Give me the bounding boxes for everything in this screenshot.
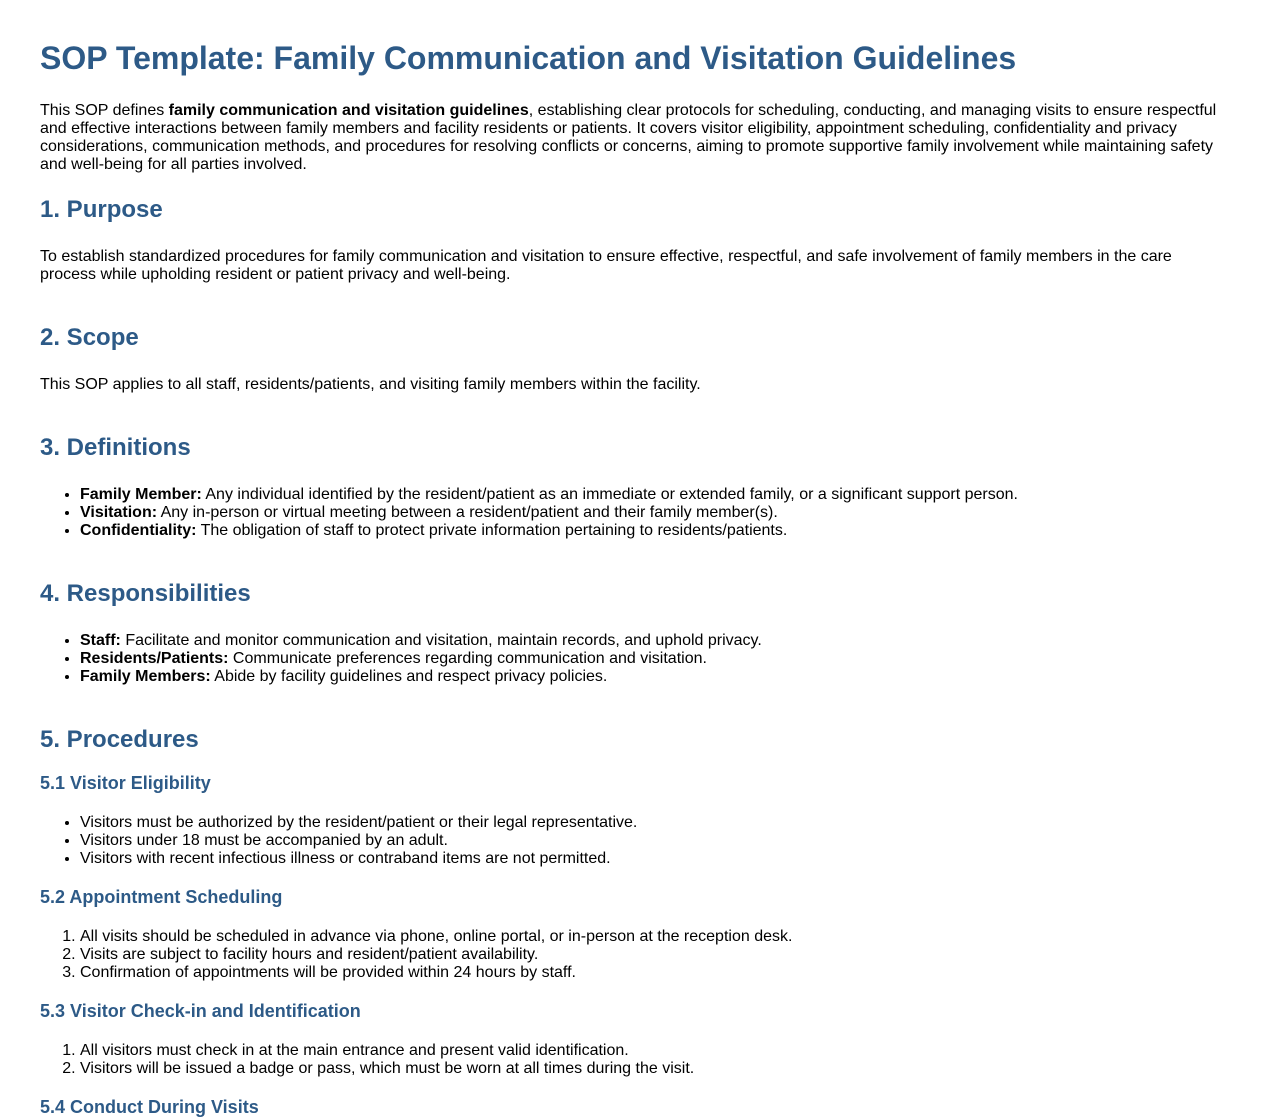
definition-term: Visitation: bbox=[80, 504, 158, 521]
definition-visitation bbox=[80, 504, 1223, 522]
purpose-text: To establish standardized procedures for family communication and visitation to ensure effective, respectful, and safe involvement of family members in the care process while upholding resident or patient privacy and well-being. bbox=[40, 248, 1172, 283]
definitions-list bbox=[40, 486, 1223, 540]
list-item: • Visitors under 18 must be accompanied by an adult. bbox=[80, 832, 1223, 850]
responsibility-role: Residents/Patients: bbox=[80, 650, 229, 667]
list-item: 3. Confirmation of appointments will be provided within 24 hours by staff. bbox=[80, 964, 1223, 982]
scope-text: This SOP applies to all staff, residents/patients, and visiting family members within the facility. bbox=[40, 376, 701, 393]
appointment-scheduling-heading: 5.2 Appointment Scheduling bbox=[40, 887, 283, 907]
definition-term: Confidentiality: bbox=[80, 522, 197, 539]
definition-family-member bbox=[80, 486, 1223, 504]
intro-paragraph bbox=[40, 102, 1223, 174]
check-in-list bbox=[40, 1042, 1223, 1078]
definition-confidentiality bbox=[80, 522, 1223, 540]
definition-text: The obligation of staff to protect private information pertaining to residents/patients. bbox=[196, 522, 788, 539]
check-in-heading: 5.3 Visitor Check-in and Identification bbox=[40, 1001, 361, 1021]
conduct-heading: 5.4 Conduct During Visits bbox=[40, 1097, 259, 1117]
visitor-eligibility-list bbox=[40, 814, 1223, 868]
responsibility-residents bbox=[80, 650, 1223, 668]
responsibility-text: Facilitate and monitor communication and visitation, maintain records, and uphold privacy. bbox=[120, 632, 762, 649]
procedures-heading: 5. Procedures bbox=[40, 726, 199, 753]
purpose-section bbox=[40, 196, 1223, 284]
responsibilities-list bbox=[40, 632, 1223, 686]
visitor-eligibility-subsection bbox=[40, 772, 1223, 868]
check-in-subsection bbox=[40, 1000, 1223, 1078]
scope-heading: 2. Scope bbox=[40, 324, 139, 351]
procedures-section bbox=[40, 726, 1223, 1118]
responsibilities-heading: 4. Responsibilities bbox=[40, 580, 251, 607]
responsibility-family bbox=[80, 668, 1223, 686]
list-item: • Visitors must be authorized by the resident/patient or their legal representative. bbox=[80, 814, 1223, 832]
visitor-eligibility-heading: 5.1 Visitor Eligibility bbox=[40, 773, 211, 793]
definition-term: Family Member: bbox=[80, 486, 202, 503]
responsibilities-section bbox=[40, 580, 1223, 686]
list-item: 2. Visitors will be issued a badge or pass, which must be worn at all times during the visit. bbox=[80, 1060, 1223, 1078]
scope-section bbox=[40, 324, 1223, 394]
conduct-subsection bbox=[40, 1096, 1223, 1118]
purpose-heading: 1. Purpose bbox=[40, 196, 163, 223]
responsibility-text: Communicate preferences regarding communication and visitation. bbox=[228, 650, 707, 667]
intro-prefix: This SOP defines bbox=[40, 102, 169, 119]
list-item: 1. All visitors must check in at the main entrance and present valid identification. bbox=[80, 1042, 1223, 1060]
page-title: SOP Template: Family Communication and Visitation Guidelines bbox=[40, 40, 1017, 76]
list-item: 1. All visits should be scheduled in advance via phone, online portal, or in-person at the reception desk. bbox=[80, 928, 1223, 946]
intro-bold: family communication and visitation guidelines bbox=[168, 102, 529, 119]
responsibility-role: Family Members: bbox=[80, 668, 211, 685]
definition-text: Any in-person or virtual meeting between a resident/patient and their family member(s). bbox=[157, 504, 778, 521]
definitions-section bbox=[40, 434, 1223, 540]
responsibility-text: Abide by facility guidelines and respect privacy policies. bbox=[210, 668, 608, 685]
definitions-heading: 3. Definitions bbox=[40, 434, 191, 461]
appointment-scheduling-subsection bbox=[40, 886, 1223, 982]
intro-suffix: , establishing clear protocols for scheduling, conducting, and managing visits to ensure respectful and effective interactions between family members and facility residents or patients. It covers visitor eligibility, appointment scheduling, confidentiality and privacy considerations, communication methods, and procedures for resolving conflicts or concerns, aiming to promote supportive family involvement while maintaining safety and well-being for all parties involved. bbox=[40, 102, 1217, 173]
responsibility-staff bbox=[80, 632, 1223, 650]
appointment-scheduling-list bbox=[40, 928, 1223, 982]
responsibility-role: Staff: bbox=[80, 632, 121, 649]
list-item: • Visitors with recent infectious illness or contraband items are not permitted. bbox=[80, 850, 1223, 868]
list-item: 2. Visits are subject to facility hours and resident/patient availability. bbox=[80, 946, 1223, 964]
definition-text: Any individual identified by the resident/patient as an immediate or extended family, or a significant support person. bbox=[201, 486, 1018, 503]
